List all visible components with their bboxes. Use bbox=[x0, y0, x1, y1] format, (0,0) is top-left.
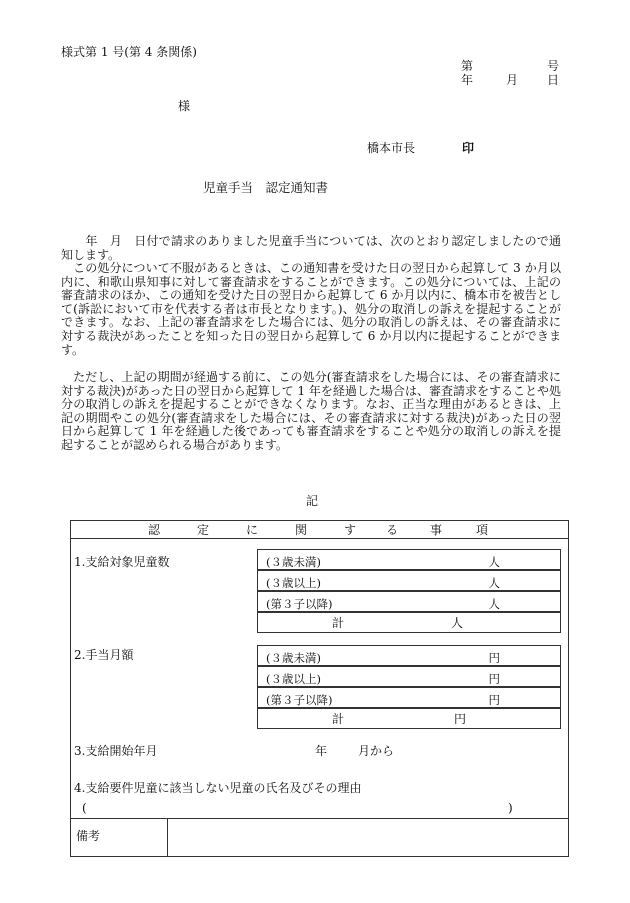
section3-year: 年 bbox=[315, 744, 328, 758]
row-label: (３歳以上) bbox=[266, 576, 321, 590]
seal: 印 bbox=[462, 141, 475, 155]
row-label: (３歳以上) bbox=[266, 672, 321, 686]
row-unit: 人 bbox=[488, 555, 500, 569]
row-unit: 円 bbox=[488, 672, 500, 686]
ki-heading: 記 bbox=[306, 494, 319, 508]
table-row bbox=[258, 688, 560, 708]
section4-label: 4.支給要件児童に該当しない児童の氏名及びその理由 bbox=[74, 781, 362, 795]
table-header-char: 認 bbox=[148, 523, 161, 537]
row-label: (３歳未満) bbox=[266, 555, 321, 569]
table-header-char: 定 bbox=[197, 523, 210, 537]
row-unit: 人 bbox=[488, 576, 500, 590]
issuer: 橋本市長 bbox=[367, 141, 416, 155]
form-number: 様式第 1 号(第 4 条関係) bbox=[61, 45, 197, 59]
table-header bbox=[70, 522, 569, 538]
table-row bbox=[258, 667, 560, 687]
remarks-label: 備考 bbox=[76, 829, 101, 843]
row-unit: 円 bbox=[488, 651, 500, 665]
table-row bbox=[258, 571, 560, 591]
divider bbox=[257, 687, 561, 688]
table-header-char: に bbox=[246, 523, 259, 537]
divider bbox=[167, 818, 168, 857]
section4-open-paren: ( bbox=[82, 801, 87, 815]
section4-close-paren: ) bbox=[508, 801, 513, 815]
date-day: 日 bbox=[547, 73, 560, 87]
date-year: 年 bbox=[461, 73, 474, 87]
section1-label: 1.支給対象児童数 bbox=[74, 555, 170, 569]
row-label: (３歳未満) bbox=[266, 651, 321, 665]
body-paragraph-1: 年 月 日付で請求のありました児童手当については、次のとおり認定しましたので通知します。 bbox=[61, 234, 561, 262]
row-unit: 人 bbox=[488, 597, 500, 611]
section2-label: 2.手当月額 bbox=[74, 648, 134, 662]
table-row-total bbox=[258, 709, 560, 729]
divider bbox=[70, 538, 569, 539]
total-unit: 人 bbox=[451, 616, 464, 630]
total-label: 計 bbox=[332, 616, 345, 630]
date-month: 月 bbox=[506, 73, 519, 87]
divider bbox=[257, 708, 561, 709]
section3-month-from: 月から bbox=[358, 744, 395, 758]
table-header-char: る bbox=[386, 523, 399, 537]
table-header-char: 項 bbox=[476, 523, 489, 537]
section3-label: 3.支給開始年月 bbox=[74, 744, 158, 758]
addressee-suffix: 様 bbox=[178, 99, 191, 113]
body-paragraph-2: この処分について不服があるときは、この通知書を受けた日の翌日から起算して 3 か月以内に、和歌山県知事に対して審査請求をすることができます。この処分については、上記の審査請求のほか、この通知を受けた日の翌日から起算して 6 か月以内に、橋本市を被告として(訴訟において市を代表する者は市長となります。)、処分の取消しの訴えを提起することができます。なお、上記の審査請求をした場合には、処分の取消しの訴えは、その審査請求に対する裁決があったことを知った日の翌日から起算して 6 か月以内に提起することができます。 bbox=[61, 261, 561, 357]
ref-go: 号 bbox=[547, 59, 560, 73]
divider bbox=[257, 666, 561, 667]
table-header-char: 関 bbox=[295, 523, 308, 537]
ref-dai: 第 bbox=[461, 59, 474, 73]
table-row bbox=[258, 550, 560, 570]
divider bbox=[257, 591, 561, 592]
page-title: 児童手当 認定通知書 bbox=[203, 180, 329, 195]
total-label: 計 bbox=[332, 712, 345, 726]
row-label: (第３子以降) bbox=[266, 597, 333, 611]
row-unit: 円 bbox=[488, 693, 500, 707]
total-unit: 円 bbox=[454, 712, 467, 726]
body-paragraph-3: ただし、上記の期間が経過する前に、この処分(審査請求をした場合には、その審査請求に対する裁決)があった日の翌日から起算して 1 年を経過した場合は、審査請求をすることや処分の取消しの訴えを提起することができなくなります。なお、正当な理由があるときは、上記の期間やこの処分(審査請求をした場合には、その審査請求に対する裁決)があった日の翌日から起算して 1 年を経過した後であっても審査請求をすることや処分の取消しの訴えを提起することが認められる場合があります。 bbox=[61, 370, 561, 452]
table-row bbox=[258, 592, 560, 612]
table-row bbox=[258, 646, 560, 666]
table-header-char: す bbox=[344, 523, 357, 537]
table-row-total bbox=[258, 613, 560, 633]
divider bbox=[70, 818, 569, 819]
row-label: (第３子以降) bbox=[266, 693, 333, 707]
table-header-char: 事 bbox=[430, 523, 443, 537]
divider bbox=[257, 612, 561, 613]
divider bbox=[257, 570, 561, 571]
